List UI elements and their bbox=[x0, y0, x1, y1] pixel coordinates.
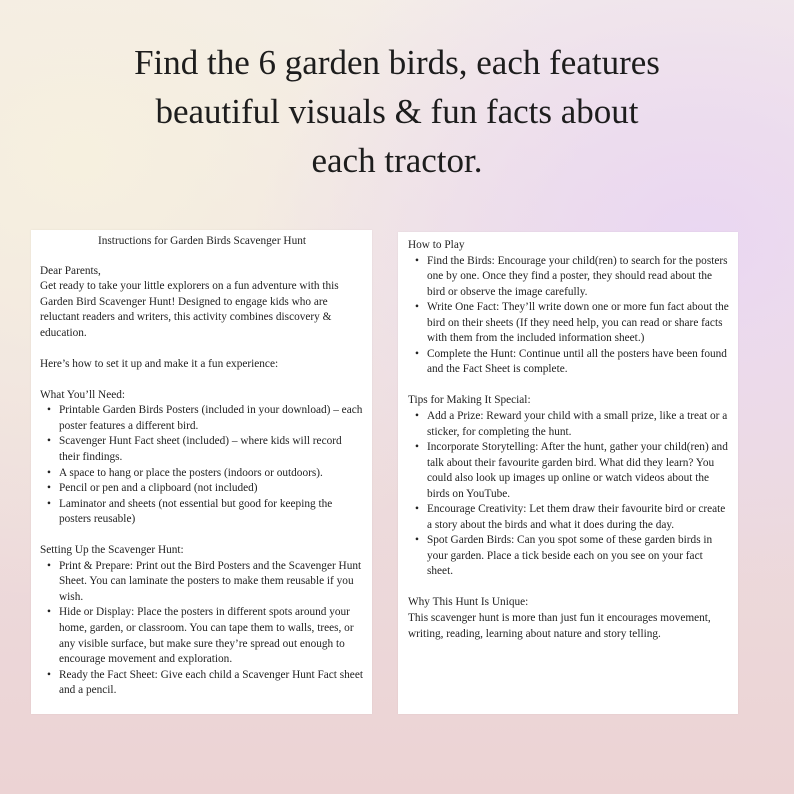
headline-line-3: each tractor. bbox=[311, 141, 483, 180]
list-item: • Printable Garden Birds Posters (included in your download) – each poster features a different bird. bbox=[59, 403, 364, 434]
headline-line-2: beautiful visuals & fun facts about bbox=[155, 92, 639, 131]
list-item: • Scavenger Hunt Fact sheet (included) – where kids will record their findings. bbox=[59, 434, 364, 465]
setup-list bbox=[40, 559, 364, 699]
instructions-card-right bbox=[398, 232, 738, 714]
list-item: • Laminator and sheets (not essential but good for keeping the posters reusable) bbox=[59, 497, 364, 528]
setup-intro: Here’s how to set it up and make it a fun experience: bbox=[40, 357, 279, 370]
tips-list bbox=[408, 409, 730, 580]
why-unique-text: This scavenger hunt is more than just fun it encourages movement, writing, reading, learning about nature and story telling. bbox=[408, 612, 711, 640]
list-item: • Pencil or pen and a clipboard (not included) bbox=[59, 481, 364, 497]
greeting: Dear Parents, bbox=[40, 264, 101, 277]
tips-heading: Tips for Making It Special: bbox=[408, 394, 531, 407]
list-item: • Write One Fact: They’ll write down one or more fun fact about the bird on their sheets (If they need help, you can read or share facts with them from the included information sheet.) bbox=[427, 300, 730, 347]
intro-paragraph: Get ready to take your little explorers on a fun adventure with this Garden Bird Scavenger Hunt! Designed to engage kids who are reluctant readers and writers, this activity combines discovery & education. bbox=[40, 280, 339, 339]
list-item: • Spot Garden Birds: Can you spot some of these garden birds in your garden. Place a tick beside each on you see on your fact sheet. bbox=[427, 533, 730, 580]
headline-line-1: Find the 6 garden birds, each features bbox=[134, 43, 660, 82]
list-item: • Print & Prepare: Print out the Bird Posters and the Scavenger Hunt Sheet. You can laminate the posters to make them reusable if you wish. bbox=[59, 559, 364, 606]
why-unique-heading: Why This Hunt Is Unique: bbox=[408, 596, 529, 609]
list-item: • Incorporate Storytelling: After the hunt, gather your child(ren) and talk about their favourite garden bird. What did they learn? You could also look up images up online or watch videos about the birds on YouTube. bbox=[427, 440, 730, 502]
list-item: • Ready the Fact Sheet: Give each child a Scavenger Hunt Fact sheet and a pencil. bbox=[59, 668, 364, 699]
what-you-need-heading: What You’ll Need: bbox=[40, 388, 126, 401]
headline bbox=[40, 38, 754, 185]
list-item: • Complete the Hunt: Continue until all the posters have been found and the Fact Sheet is complete. bbox=[427, 347, 730, 378]
how-to-play-list bbox=[408, 254, 730, 378]
list-item: • Hide or Display: Place the posters in different spots around your home, garden, or classroom. You can tape them to walls, trees, or any visible surface, but make sure they’re spread out enough to encourage movement and exploration. bbox=[59, 605, 364, 667]
instructions-title: Instructions for Garden Birds Scavenger Hunt bbox=[98, 235, 306, 247]
list-item: • A space to hang or place the posters (indoors or outdoors). bbox=[59, 466, 364, 482]
list-item: • Find the Birds: Encourage your child(ren) to search for the posters one by one. Once they find a poster, they should read about the bird or observe the image carefully. bbox=[427, 254, 730, 301]
instructions-card-left bbox=[31, 230, 372, 714]
what-you-need-list bbox=[40, 403, 364, 527]
list-item: • Add a Prize: Reward your child with a small prize, like a treat or a sticker, for completing the hunt. bbox=[427, 409, 730, 440]
list-item: • Encourage Creativity: Let them draw their favourite bird or create a story about the birds and what it does during the day. bbox=[427, 502, 730, 533]
how-to-play-heading: How to Play bbox=[408, 239, 465, 251]
setup-heading: Setting Up the Scavenger Hunt: bbox=[40, 544, 184, 557]
